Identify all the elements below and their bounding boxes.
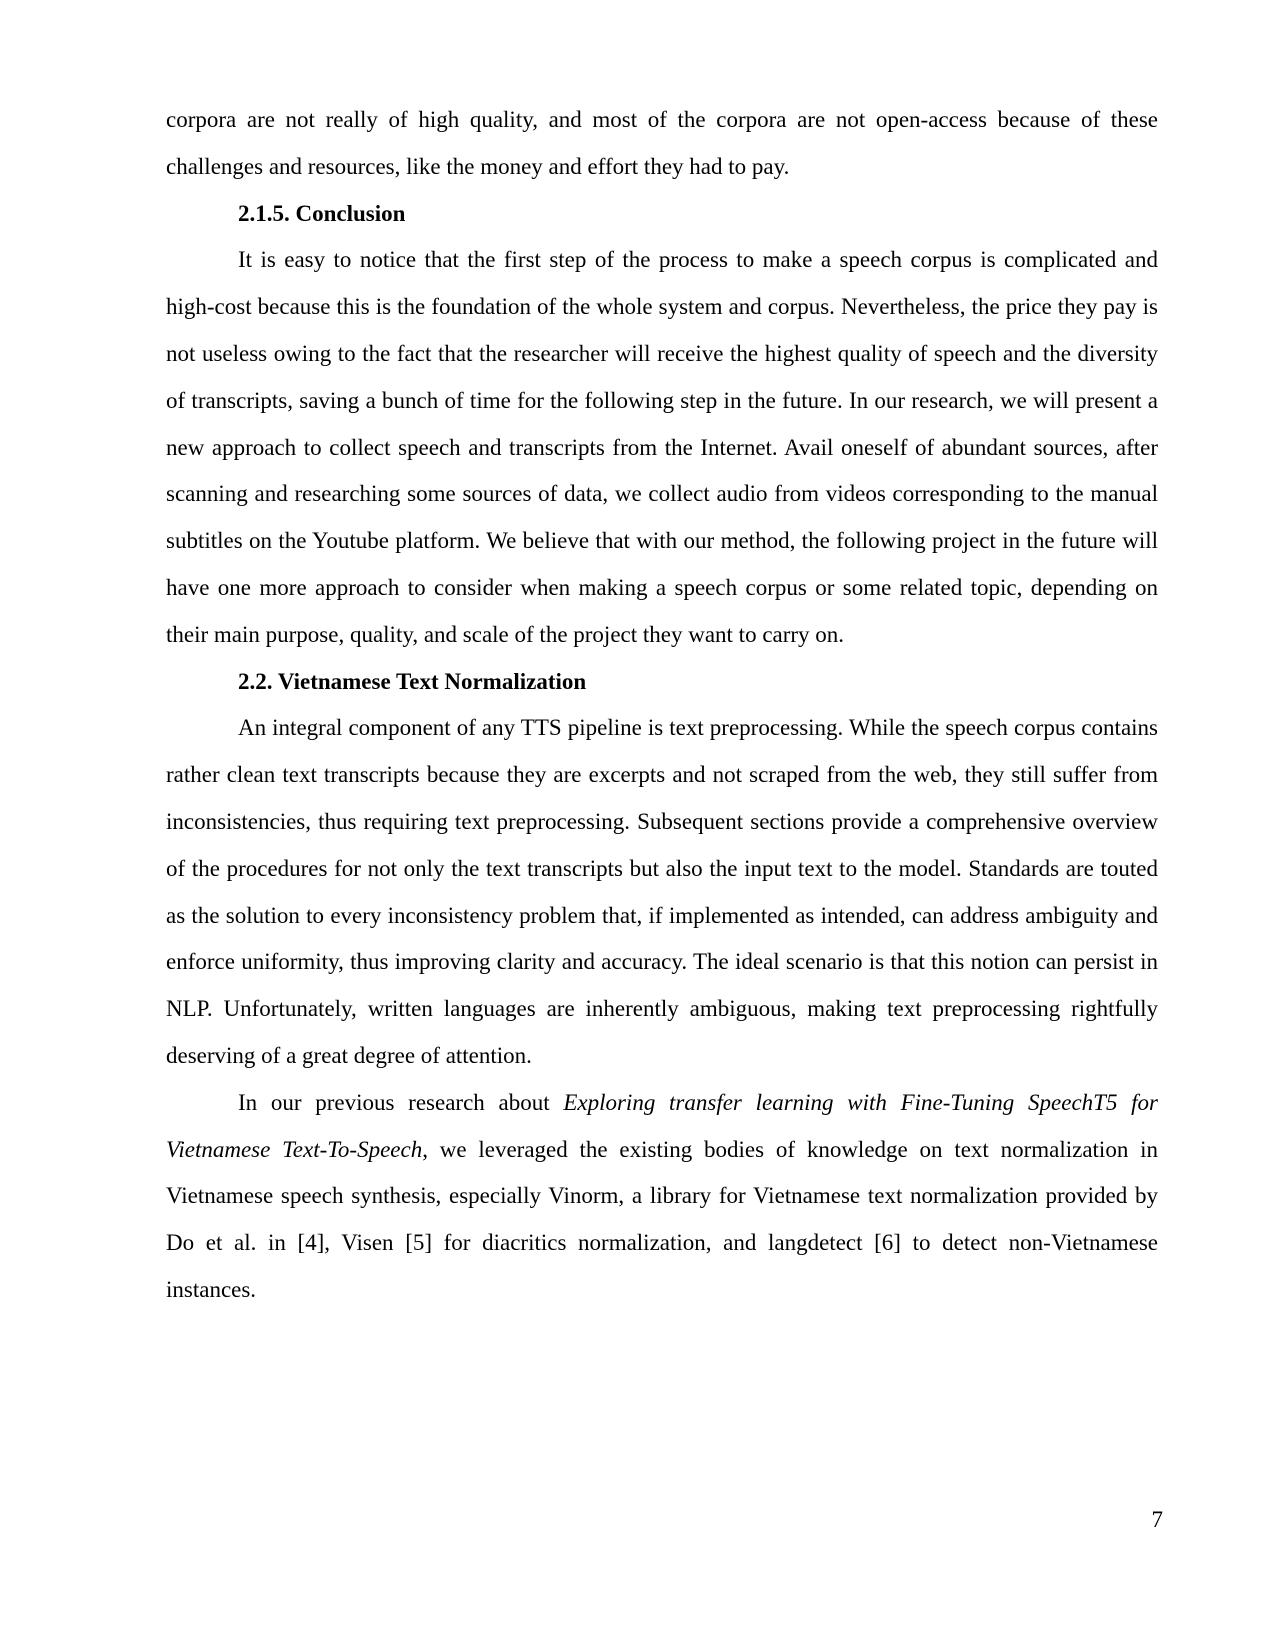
text-segment: corpora are not really of high quality, and most of the corpora are not open-access because of these challenges and resources, like the money and effort they had to pay.: [166, 107, 1158, 179]
document-body: [166, 97, 1158, 1314]
paragraph: [166, 97, 1158, 191]
text-segment: It is easy to notice that the first step of the process to make a speech corpus is complicated and high-cost because this is the foundation of the whole system and corpus. Nevertheless, the price they pay is not useless owing to the fact that the researcher will receive the highest quality of speech and the diversity of transcripts, saving a bunch of time for the following step in the future. In our research, we will present a new approach to collect speech and transcripts from the Internet. Avail oneself of abundant sources, after scanning and researching some sources of data, we collect audio from videos corresponding to the manual subtitles on the Youtube platform. We believe that with our method, the following project in the future will have one more approach to consider when making a speech corpus or some related topic, depending on their main purpose, quality, and scale of the project they want to carry on.: [166, 247, 1158, 647]
text-segment: In our previous research about: [238, 1089, 564, 1115]
paragraph: [166, 705, 1158, 1079]
text-segment: An integral component of any TTS pipeline is text preprocessing. While the speech corpus contains rather clean text transcripts because they are excerpts and not scraped from the web, they still suffer from inconsistencies, thus requiring text preprocessing. Subsequent sections provide a comprehensive overview of the procedures for not only the text transcripts but also the input text to the model. Standards are touted as the solution to every inconsistency problem that, if implemented as intended, can address ambiguity and enforce uniformity, thus improving clarity and accuracy. The ideal scenario is that this notion can persist in NLP. Unfortunately, written languages are inherently ambiguous, making text preprocessing rightfully deserving of a great degree of attention.: [166, 715, 1158, 1068]
text-segment: 2.2. Vietnamese Text Normalization: [238, 668, 587, 694]
text-segment: , we leveraged the existing bodies of knowledge on text normalization in Vietnamese speech synthesis, especially Vinorm, a library for Vietnamese text normalization provided by Do et al. in [4], Visen [5] for diacritics normalization, and langdetect [6] to detect non-Vietnamese instances.: [166, 1136, 1159, 1302]
section-heading: [166, 659, 1158, 706]
paragraph: [166, 1080, 1158, 1314]
section-heading: [166, 191, 1158, 238]
page-number: 7: [1151, 1507, 1163, 1532]
paragraph: [166, 237, 1158, 658]
page-footer: [1152, 1506, 1164, 1534]
text-segment: Exploring transfer learning with Fine-Tuning SpeechT5 for Vietnamese Text-To-Speech: [166, 1089, 1158, 1162]
text-segment: 2.1.5. Conclusion: [238, 200, 406, 226]
